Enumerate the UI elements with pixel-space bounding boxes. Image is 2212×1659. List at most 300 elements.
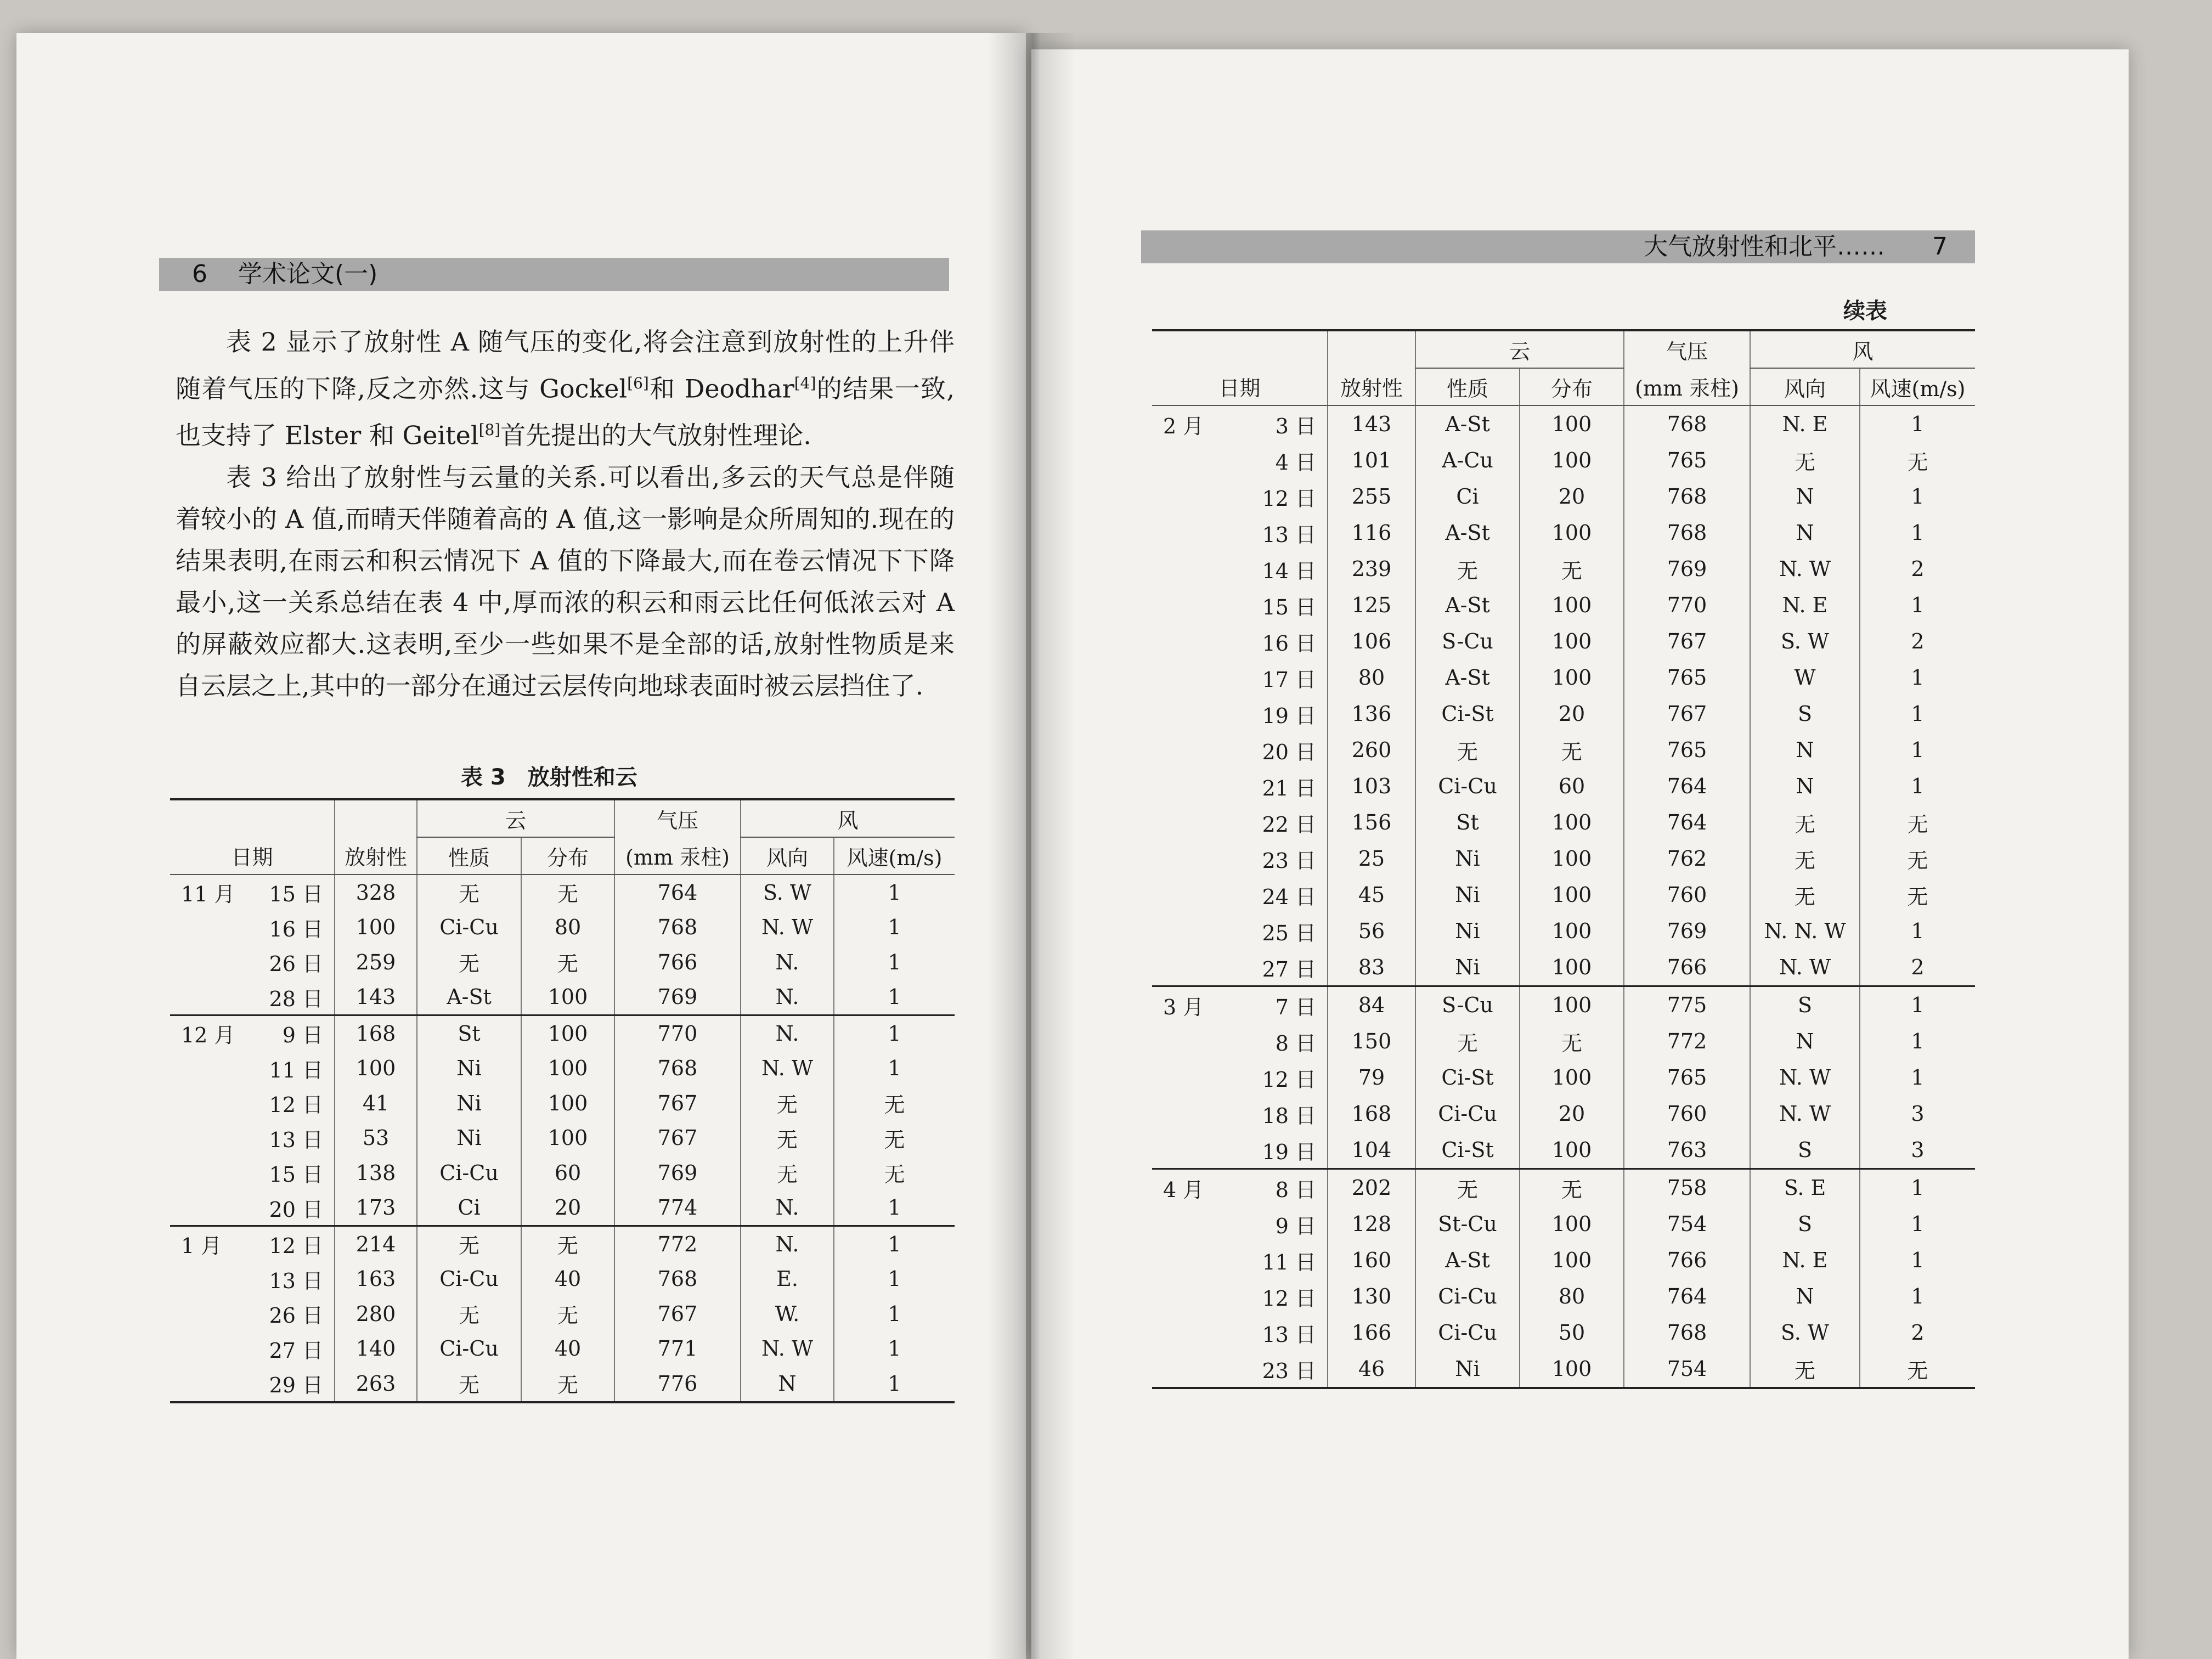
wind-speed-cell: 1 <box>1860 405 1975 442</box>
day-cell: 8 日 <box>1275 1031 1316 1056</box>
pressure-cell: 776 <box>614 1366 741 1402</box>
wind-speed-cell: 1 <box>1860 1023 1975 1059</box>
cloud-type-cell: Ci-Cu <box>417 1331 521 1367</box>
day-cell: 9 日 <box>252 1015 335 1051</box>
radioactivity-cell: 46 <box>1328 1351 1415 1388</box>
cloud-amount-cell: 100 <box>1520 949 1624 986</box>
header-cloud-type: 性质 <box>1415 368 1520 405</box>
pressure-cell: 767 <box>614 1296 741 1331</box>
cloud-type-cell: Ni <box>1415 840 1520 877</box>
cloud-amount-cell: 无 <box>521 945 614 980</box>
table-row <box>1152 515 1975 551</box>
month-cell: 3 月 <box>1152 986 1234 1024</box>
radioactivity-cell: 79 <box>1328 1059 1415 1096</box>
cloud-amount-cell: 无 <box>521 1296 614 1331</box>
wind-speed-cell: 1 <box>834 874 955 910</box>
wind-direction-cell: N. W <box>741 1051 834 1086</box>
month-cell <box>1152 696 1234 732</box>
cloud-type-cell: 无 <box>1415 732 1520 768</box>
day-cell: 20 日 <box>1262 740 1316 764</box>
radioactivity-cell: 103 <box>1328 768 1415 804</box>
day-cell: 7 日 <box>1234 986 1328 1024</box>
month-cell <box>1152 551 1234 587</box>
table-row <box>170 1296 955 1331</box>
month-cell <box>1152 1278 1234 1314</box>
cloud-amount-cell: 无 <box>521 1226 614 1262</box>
paragraph <box>176 321 955 456</box>
table-row <box>1152 949 1975 986</box>
month-cell <box>170 1331 252 1367</box>
wind-direction-cell: N. <box>741 1226 834 1262</box>
cloud-amount-cell: 80 <box>1520 1278 1624 1314</box>
radioactivity-cell: 138 <box>335 1155 417 1190</box>
cloud-amount-cell: 20 <box>1520 1096 1624 1132</box>
wind-direction-cell: S <box>1750 1206 1860 1242</box>
month-cell <box>1152 623 1234 659</box>
radioactivity-cell: 84 <box>1328 986 1415 1024</box>
radioactivity-cell: 166 <box>1328 1314 1415 1351</box>
wind-direction-cell: 无 <box>741 1155 834 1190</box>
table-row <box>170 1051 955 1086</box>
day-cell: 26 日 <box>269 1304 323 1328</box>
pressure-cell: 764 <box>614 874 741 910</box>
wind-speed-cell: 无 <box>834 1155 955 1190</box>
month-cell <box>170 910 252 945</box>
month-cell <box>170 1262 252 1297</box>
text-run: 和 Deodhar <box>648 374 794 404</box>
month-cell <box>1152 877 1234 913</box>
header-date: 日期 <box>170 799 335 874</box>
header-cloud: 云 <box>1415 330 1624 368</box>
month-cell <box>1152 478 1234 515</box>
day-cell: 27 日 <box>1262 957 1316 981</box>
month-cell <box>1152 1351 1234 1388</box>
right-running-head <box>1141 230 1975 263</box>
radioactivity-cell: 106 <box>1328 623 1415 659</box>
radioactivity-cell: 104 <box>1328 1132 1415 1169</box>
wind-direction-cell: N. E <box>1750 1242 1860 1278</box>
wind-direction-cell: N. W <box>1750 1096 1860 1132</box>
cloud-amount-cell: 50 <box>1520 1314 1624 1351</box>
cloud-type-cell: Ni <box>1415 913 1520 949</box>
cloud-amount-cell: 20 <box>1520 478 1624 515</box>
cloud-type-cell: Ni <box>417 1051 521 1086</box>
table-row <box>1152 1314 1975 1351</box>
table-row <box>1152 986 1975 1024</box>
wind-speed-cell: 1 <box>834 910 955 945</box>
pressure-cell: 767 <box>614 1121 741 1156</box>
day-cell: 13 日 <box>1262 1322 1316 1347</box>
pressure-cell: 766 <box>614 945 741 980</box>
month-cell <box>170 1296 252 1331</box>
continued-table-caption: 续表 <box>1843 298 1887 324</box>
wind-speed-cell: 3 <box>1860 1132 1975 1169</box>
table-row <box>170 1366 955 1402</box>
header-radioactivity: 放射性 <box>1328 330 1415 405</box>
pressure-cell: 765 <box>1624 732 1750 768</box>
cloud-amount-cell: 100 <box>1520 405 1624 442</box>
radioactivity-cell: 45 <box>1328 877 1415 913</box>
cloud-amount-cell: 100 <box>1520 1242 1624 1278</box>
pressure-cell: 769 <box>1624 913 1750 949</box>
cloud-amount-cell: 100 <box>1520 804 1624 840</box>
wind-direction-cell: S. W <box>741 874 834 910</box>
pressure-cell: 767 <box>1624 623 1750 659</box>
wind-speed-cell: 1 <box>1860 1169 1975 1206</box>
radioactivity-cell: 150 <box>1328 1023 1415 1059</box>
radioactivity-cell: 239 <box>1328 551 1415 587</box>
day-cell: 26 日 <box>269 952 323 977</box>
day-cell: 12 日 <box>1262 1067 1316 1092</box>
table-row <box>170 1121 955 1156</box>
wind-speed-cell: 1 <box>1860 1278 1975 1314</box>
header-pressure-unit: (mm 汞柱) <box>1624 368 1750 405</box>
day-cell: 12 日 <box>1262 486 1316 511</box>
wind-speed-cell: 2 <box>1860 1314 1975 1351</box>
header-date: 日期 <box>1152 330 1328 405</box>
day-cell: 11 日 <box>1262 1250 1316 1274</box>
cloud-amount-cell: 无 <box>1520 732 1624 768</box>
day-cell: 13 日 <box>269 1127 323 1152</box>
right-page-number: 7 <box>1932 233 1948 261</box>
wind-direction-cell: W <box>1750 659 1860 696</box>
cloud-type-cell: Ni <box>1415 877 1520 913</box>
table3 <box>170 798 955 1403</box>
cloud-amount-cell: 100 <box>1520 913 1624 949</box>
cloud-amount-cell: 无 <box>521 874 614 910</box>
month-cell <box>1152 659 1234 696</box>
radioactivity-cell: 280 <box>335 1296 417 1331</box>
wind-speed-cell: 1 <box>1860 659 1975 696</box>
day-cell: 8 日 <box>1234 1169 1328 1206</box>
cloud-type-cell: A-St <box>1415 515 1520 551</box>
radioactivity-cell: 156 <box>1328 804 1415 840</box>
radioactivity-cell: 100 <box>335 1051 417 1086</box>
radioactivity-cell: 259 <box>335 945 417 980</box>
table-row <box>170 1086 955 1121</box>
cloud-type-cell: St-Cu <box>1415 1206 1520 1242</box>
wind-direction-cell: S <box>1750 1132 1860 1169</box>
wind-direction-cell: S. W <box>1750 1314 1860 1351</box>
day-cell: 13 日 <box>269 1268 323 1293</box>
table-row <box>1152 623 1975 659</box>
pressure-cell: 770 <box>614 1015 741 1051</box>
wind-direction-cell: N. W <box>1750 949 1860 986</box>
day-cell: 12 日 <box>269 1093 323 1118</box>
text-run: 的结果一致,也支持了 Elster 和 Geitel <box>176 374 955 450</box>
wind-speed-cell: 2 <box>1860 949 1975 986</box>
month-cell <box>170 1086 252 1121</box>
radioactivity-cell: 53 <box>335 1121 417 1156</box>
pressure-cell: 768 <box>614 910 741 945</box>
wind-direction-cell: N <box>1750 768 1860 804</box>
wind-direction-cell: N. W <box>741 1331 834 1367</box>
month-cell: 1 月 <box>170 1226 252 1262</box>
month-cell <box>1152 804 1234 840</box>
month-cell <box>170 980 252 1015</box>
month-cell <box>1152 1023 1234 1059</box>
month-cell <box>1152 949 1234 986</box>
radioactivity-cell: 83 <box>1328 949 1415 986</box>
pressure-cell: 765 <box>1624 1059 1750 1096</box>
table-row <box>1152 732 1975 768</box>
wind-direction-cell: N <box>1750 1278 1860 1314</box>
day-cell: 25 日 <box>1262 921 1316 945</box>
pressure-cell: 764 <box>1624 768 1750 804</box>
radioactivity-cell: 41 <box>335 1086 417 1121</box>
month-cell: 4 月 <box>1152 1169 1234 1206</box>
table-row <box>1152 1059 1975 1096</box>
radioactivity-cell: 143 <box>335 980 417 1015</box>
cloud-type-cell: 无 <box>417 1226 521 1262</box>
cloud-amount-cell: 100 <box>521 1051 614 1086</box>
cloud-amount-cell: 100 <box>1520 1206 1624 1242</box>
wind-speed-cell: 1 <box>834 1262 955 1297</box>
day-cell: 3 日 <box>1275 414 1316 438</box>
header-wind-direction: 风向 <box>1750 368 1860 405</box>
cloud-type-cell: 无 <box>1415 551 1520 587</box>
pressure-cell: 766 <box>1624 1242 1750 1278</box>
wind-direction-cell: S <box>1750 696 1860 732</box>
pressure-cell: 754 <box>1624 1351 1750 1388</box>
cloud-type-cell: 无 <box>1415 1023 1520 1059</box>
text-run: 表 3 给出了放射性与云量的关系.可以看出,多云的天气总是伴随着较小的 A 值,而晴天伴随着高的 A 值,这一影响是众所周知的.现在的结果表明,在雨云和积云情况下 A 值的下降最大,而在卷云情况下下降最小,这一关系总结在表 4 中,厚而浓的积云和雨云比任何低浓云对 A 的屏蔽效应都大.这表明,至少一些如果不是全部的话,放射性物质是来自云层之上,其中的一部分在通过云层传向地球表面时被云层挡住了. <box>176 462 955 701</box>
pressure-cell: 768 <box>614 1051 741 1086</box>
cloud-amount-cell: 100 <box>521 1015 614 1051</box>
pressure-cell: 760 <box>1624 877 1750 913</box>
radioactivity-cell: 101 <box>1328 442 1415 478</box>
month-cell: 12 月 <box>170 1015 252 1051</box>
wind-speed-cell: 1 <box>1860 913 1975 949</box>
wind-direction-cell: S. E <box>1750 1169 1860 1206</box>
radioactivity-cell: 160 <box>1328 1242 1415 1278</box>
pressure-cell: 772 <box>1624 1023 1750 1059</box>
cloud-type-cell: 无 <box>417 1366 521 1402</box>
cloud-type-cell: A-St <box>1415 1242 1520 1278</box>
cloud-amount-cell: 无 <box>521 1366 614 1402</box>
wind-speed-cell: 无 <box>1860 442 1975 478</box>
table-row <box>1152 1278 1975 1314</box>
wind-speed-cell: 1 <box>1860 696 1975 732</box>
radioactivity-cell: 168 <box>335 1015 417 1051</box>
cloud-type-cell: Ni <box>417 1086 521 1121</box>
cloud-amount-cell: 100 <box>1520 1351 1624 1388</box>
wind-direction-cell: N. <box>741 945 834 980</box>
month-cell <box>1152 732 1234 768</box>
table-row <box>1152 1351 1975 1388</box>
table-row <box>1152 840 1975 877</box>
cloud-type-cell: Ni <box>1415 949 1520 986</box>
day-cell: 29 日 <box>269 1373 323 1398</box>
pressure-cell: 768 <box>1624 405 1750 442</box>
wind-speed-cell: 无 <box>1860 877 1975 913</box>
cloud-amount-cell: 60 <box>521 1155 614 1190</box>
citation-superscript: [8] <box>478 421 501 439</box>
header-wind: 风 <box>741 799 955 837</box>
radioactivity-cell: 80 <box>1328 659 1415 696</box>
month-cell: 11 月 <box>181 882 235 907</box>
wind-speed-cell: 1 <box>1860 587 1975 623</box>
radioactivity-cell: 56 <box>1328 913 1415 949</box>
pressure-cell: 766 <box>1624 949 1750 986</box>
day-cell: 15 日 <box>269 882 323 907</box>
wind-direction-cell: W. <box>741 1296 834 1331</box>
day-cell: 22 日 <box>1262 812 1316 837</box>
table-row <box>170 1226 955 1262</box>
table-row <box>170 1262 955 1297</box>
cloud-type-cell: Ci-Cu <box>417 1262 521 1297</box>
pressure-cell: 770 <box>1624 587 1750 623</box>
text-run: 首先提出的大气放射性理论. <box>500 420 811 450</box>
wind-speed-cell: 1 <box>834 1051 955 1086</box>
day-cell: 23 日 <box>1262 848 1316 873</box>
wind-direction-cell: N. W <box>741 910 834 945</box>
wind-speed-cell: 1 <box>834 1296 955 1331</box>
paragraph <box>176 456 955 707</box>
wind-direction-cell: N <box>1750 478 1860 515</box>
radioactivity-cell: 100 <box>335 910 417 945</box>
month-cell <box>1152 1096 1234 1132</box>
pressure-cell: 768 <box>1624 515 1750 551</box>
table-row <box>1152 1023 1975 1059</box>
radioactivity-cell: 202 <box>1328 1169 1415 1206</box>
cloud-type-cell: 无 <box>417 874 521 910</box>
cloud-amount-cell: 100 <box>1520 659 1624 696</box>
radioactivity-cell: 163 <box>335 1262 417 1297</box>
wind-direction-cell: N. W <box>1750 551 1860 587</box>
table-row <box>1152 587 1975 623</box>
table-row <box>1152 913 1975 949</box>
table3-caption: 表 3 放射性和云 <box>461 765 637 790</box>
cloud-amount-cell: 100 <box>1520 1059 1624 1096</box>
cloud-type-cell: A-St <box>1415 587 1520 623</box>
cloud-type-cell: Ci-Cu <box>1415 768 1520 804</box>
day-cell: 12 日 <box>252 1226 335 1262</box>
pressure-cell: 774 <box>614 1190 741 1226</box>
wind-direction-cell: 无 <box>741 1086 834 1121</box>
month-cell <box>170 945 252 980</box>
cloud-type-cell: Ci-Cu <box>1415 1314 1520 1351</box>
month-cell <box>170 1051 252 1086</box>
month-cell <box>170 1155 252 1190</box>
day-cell: 23 日 <box>1262 1358 1316 1383</box>
header-pressure: 气压 <box>1624 330 1750 368</box>
cloud-type-cell: St <box>1415 804 1520 840</box>
pressure-cell: 772 <box>614 1226 741 1262</box>
radioactivity-cell: 328 <box>335 874 417 910</box>
header-pressure: 气压 <box>614 799 741 837</box>
day-cell: 15 日 <box>1262 595 1316 619</box>
table-row <box>1152 877 1975 913</box>
wind-speed-cell: 无 <box>1860 840 1975 877</box>
cloud-type-cell: Ci-Cu <box>1415 1096 1520 1132</box>
day-cell: 14 日 <box>1262 558 1316 583</box>
table-row <box>1152 1096 1975 1132</box>
wind-speed-cell: 无 <box>1860 804 1975 840</box>
wind-speed-cell: 1 <box>1860 1206 1975 1242</box>
pressure-cell: 765 <box>1624 442 1750 478</box>
day-cell: 28 日 <box>269 986 323 1011</box>
header-cloud: 云 <box>417 799 614 837</box>
day-cell: 17 日 <box>1262 667 1316 692</box>
cloud-type-cell: S-Cu <box>1415 623 1520 659</box>
cloud-type-cell: Ci <box>1415 478 1520 515</box>
wind-speed-cell: 1 <box>1860 732 1975 768</box>
wind-direction-cell: 无 <box>741 1121 834 1156</box>
day-cell: 15 日 <box>269 1163 323 1187</box>
cloud-type-cell: St <box>417 1015 521 1051</box>
cloud-amount-cell: 100 <box>1520 1132 1624 1169</box>
day-cell: 19 日 <box>1262 703 1316 728</box>
header-cloud-amount: 分布 <box>1520 368 1624 405</box>
pressure-cell: 771 <box>614 1331 741 1367</box>
radioactivity-cell: 140 <box>335 1331 417 1367</box>
cloud-type-cell: 无 <box>417 1296 521 1331</box>
radioactivity-cell: 255 <box>1328 478 1415 515</box>
day-cell: 16 日 <box>269 917 323 941</box>
table-row <box>1152 1169 1975 1206</box>
table-row <box>1152 1132 1975 1169</box>
radioactivity-cell: 128 <box>1328 1206 1415 1242</box>
cloud-amount-cell: 100 <box>1520 877 1624 913</box>
month-cell <box>1152 1206 1234 1242</box>
table-row <box>1152 405 1975 442</box>
pressure-cell: 763 <box>1624 1132 1750 1169</box>
cloud-type-cell: 无 <box>1415 1169 1520 1206</box>
wind-speed-cell: 无 <box>834 1121 955 1156</box>
cloud-type-cell: Ci-Cu <box>1415 1278 1520 1314</box>
radioactivity-cell: 25 <box>1328 840 1415 877</box>
wind-direction-cell: N. W <box>1750 1059 1860 1096</box>
wind-direction-cell: N. N. W <box>1750 913 1860 949</box>
right-running-head-title: 大气放射性和北平…… <box>1644 233 1885 261</box>
day-cell: 11 日 <box>269 1058 323 1082</box>
cloud-type-cell: Ci <box>417 1190 521 1226</box>
header-wind-direction: 风向 <box>741 837 834 874</box>
cloud-amount-cell: 100 <box>1520 442 1624 478</box>
wind-speed-cell: 1 <box>1860 986 1975 1024</box>
wind-direction-cell: 无 <box>1750 442 1860 478</box>
wind-speed-cell: 1 <box>1860 1242 1975 1278</box>
cloud-type-cell: A-St <box>1415 659 1520 696</box>
table-row <box>170 910 955 945</box>
table-row <box>170 1190 955 1226</box>
pressure-cell: 768 <box>614 1262 741 1297</box>
header-wind-speed: 风速(m/s) <box>834 837 955 874</box>
wind-speed-cell: 1 <box>834 1331 955 1367</box>
day-cell: 27 日 <box>269 1338 323 1363</box>
cloud-amount-cell: 100 <box>1520 515 1624 551</box>
month-cell <box>170 1121 252 1156</box>
header-wind-speed: 风速(m/s) <box>1860 368 1975 405</box>
pressure-cell: 768 <box>1624 478 1750 515</box>
pressure-cell: 775 <box>1624 986 1750 1024</box>
cloud-amount-cell: 无 <box>1520 1169 1624 1206</box>
table-row <box>170 1155 955 1190</box>
cloud-amount-cell: 100 <box>521 1086 614 1121</box>
table-row <box>1152 478 1975 515</box>
header-cloud-type: 性质 <box>417 837 521 874</box>
table3-continued <box>1152 329 1975 1389</box>
radioactivity-cell: 125 <box>1328 587 1415 623</box>
table-row <box>1152 551 1975 587</box>
header-pressure-unit: (mm 汞柱) <box>614 837 741 874</box>
table-row <box>170 945 955 980</box>
cloud-type-cell: Ci-Cu <box>417 910 521 945</box>
day-cell: 16 日 <box>1262 631 1316 656</box>
wind-speed-cell: 2 <box>1860 551 1975 587</box>
day-cell: 18 日 <box>1262 1103 1316 1128</box>
